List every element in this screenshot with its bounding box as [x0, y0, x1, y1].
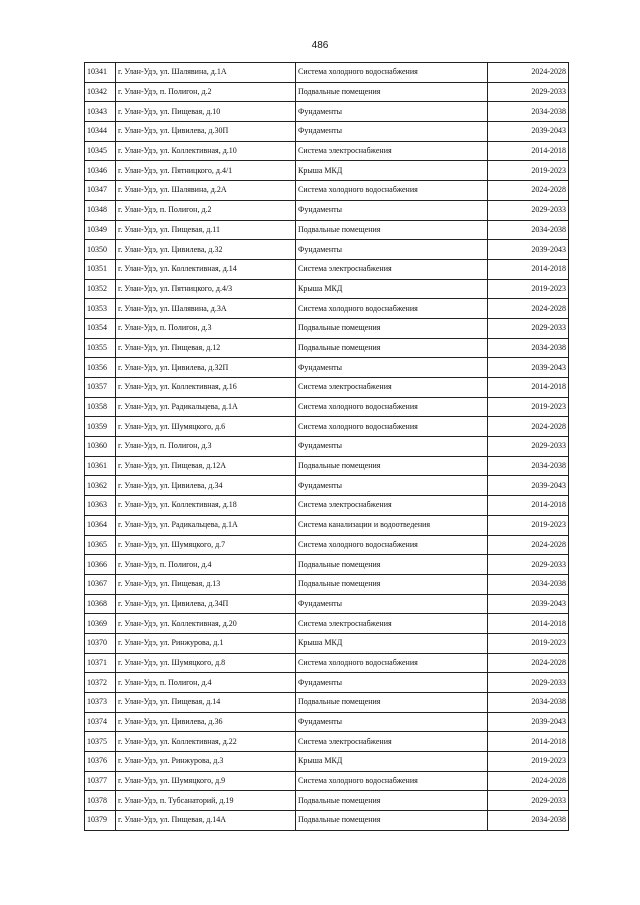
table-row	[85, 63, 569, 83]
work-type-cell: Подвальные помещения	[296, 338, 488, 358]
address-cell: г. Улан-Удэ, ул. Шалявина, д.2А	[116, 181, 296, 201]
address-cell: г. Улан-Удэ, ул. Коллективная, д.10	[116, 141, 296, 161]
address-cell: г. Улан-Удэ, ул. Пищевая, д.11	[116, 220, 296, 240]
work-type-cell: Система холодного водоснабжения	[296, 653, 488, 673]
row-number-cell: 10369	[85, 614, 116, 634]
address-cell: г. Улан-Удэ, ул. Шумяцкого, д.7	[116, 535, 296, 555]
table-row	[85, 693, 569, 713]
address-cell: г. Улан-Удэ, ул. Ринжурова, д.3	[116, 752, 296, 772]
address-cell: г. Улан-Удэ, ул. Пищевая, д.12А	[116, 456, 296, 476]
period-cell: 2019-2023	[488, 515, 569, 535]
table-row	[85, 771, 569, 791]
period-cell: 2019-2023	[488, 279, 569, 299]
row-number-cell: 10350	[85, 240, 116, 260]
table-row	[85, 732, 569, 752]
work-type-cell: Фундаменты	[296, 437, 488, 457]
page-number: 486	[311, 40, 329, 51]
row-number-cell: 10359	[85, 417, 116, 437]
work-type-cell: Система канализации и водоотведения	[296, 515, 488, 535]
row-number-cell: 10366	[85, 555, 116, 575]
work-type-cell: Система холодного водоснабжения	[296, 181, 488, 201]
row-number-cell: 10365	[85, 535, 116, 555]
address-cell: г. Улан-Удэ, ул. Коллективная, д.22	[116, 732, 296, 752]
work-type-cell: Крыша МКД	[296, 161, 488, 181]
period-cell: 2039-2043	[488, 240, 569, 260]
work-type-cell: Система электроснабжения	[296, 732, 488, 752]
address-cell: г. Улан-Удэ, ул. Цивилева, д.32П	[116, 358, 296, 378]
row-number-cell: 10348	[85, 200, 116, 220]
period-cell: 2024-2028	[488, 535, 569, 555]
work-type-cell: Система холодного водоснабжения	[296, 535, 488, 555]
row-number-cell: 10377	[85, 771, 116, 791]
period-cell: 2034-2038	[488, 811, 569, 831]
period-cell: 2014-2018	[488, 732, 569, 752]
work-type-cell: Система электроснабжения	[296, 496, 488, 516]
work-type-cell: Система электроснабжения	[296, 378, 488, 398]
work-type-cell: Фундаменты	[296, 200, 488, 220]
address-cell: г. Улан-Удэ, ул. Радикальцева, д.1А	[116, 515, 296, 535]
period-cell: 2019-2023	[488, 161, 569, 181]
row-number-cell: 10363	[85, 496, 116, 516]
row-number-cell: 10373	[85, 693, 116, 713]
work-type-cell: Подвальные помещения	[296, 456, 488, 476]
table-row	[85, 673, 569, 693]
work-type-cell: Фундаменты	[296, 476, 488, 496]
table-row	[85, 161, 569, 181]
table-row	[85, 653, 569, 673]
row-number-cell: 10347	[85, 181, 116, 201]
address-cell: г. Улан-Удэ, ул. Ринжурова, д.1	[116, 633, 296, 653]
address-cell: г. Улан-Удэ, п. Тубсанаторий, д.19	[116, 791, 296, 811]
work-type-cell: Подвальные помещения	[296, 82, 488, 102]
address-cell: г. Улан-Удэ, ул. Шумяцкого, д.6	[116, 417, 296, 437]
period-cell: 2029-2033	[488, 318, 569, 338]
table-row	[85, 712, 569, 732]
row-number-cell: 10342	[85, 82, 116, 102]
period-cell: 2039-2043	[488, 712, 569, 732]
row-number-cell: 10361	[85, 456, 116, 476]
row-number-cell: 10341	[85, 63, 116, 83]
period-cell: 2019-2023	[488, 752, 569, 772]
work-type-cell: Фундаменты	[296, 358, 488, 378]
work-type-cell: Подвальные помещения	[296, 318, 488, 338]
table-row	[85, 338, 569, 358]
period-cell: 2029-2033	[488, 791, 569, 811]
table-row	[85, 240, 569, 260]
period-cell: 2034-2038	[488, 338, 569, 358]
address-cell: г. Улан-Удэ, ул. Пищевая, д.13	[116, 574, 296, 594]
address-cell: г. Улан-Удэ, ул. Цивилева, д.32	[116, 240, 296, 260]
row-number-cell: 10376	[85, 752, 116, 772]
row-number-cell: 10362	[85, 476, 116, 496]
table-row	[85, 496, 569, 516]
work-type-cell: Подвальные помещения	[296, 555, 488, 575]
work-type-cell: Фундаменты	[296, 712, 488, 732]
row-number-cell: 10355	[85, 338, 116, 358]
work-type-cell: Подвальные помещения	[296, 693, 488, 713]
table-row	[85, 141, 569, 161]
work-type-cell: Система электроснабжения	[296, 141, 488, 161]
table-row	[85, 752, 569, 772]
period-cell: 2034-2038	[488, 574, 569, 594]
table-row	[85, 259, 569, 279]
row-number-cell: 10368	[85, 594, 116, 614]
row-number-cell: 10371	[85, 653, 116, 673]
period-cell: 2014-2018	[488, 141, 569, 161]
row-number-cell: 10354	[85, 318, 116, 338]
address-cell: г. Улан-Удэ, ул. Цивилева, д.34	[116, 476, 296, 496]
address-cell: г. Улан-Удэ, ул. Цивилева, д.36	[116, 712, 296, 732]
row-number-cell: 10344	[85, 122, 116, 142]
work-type-cell: Система холодного водоснабжения	[296, 771, 488, 791]
work-type-cell: Фундаменты	[296, 240, 488, 260]
period-cell: 2034-2038	[488, 220, 569, 240]
address-cell: г. Улан-Удэ, п. Полигон, д.2	[116, 200, 296, 220]
period-cell: 2039-2043	[488, 594, 569, 614]
table-row	[85, 299, 569, 319]
address-cell: г. Улан-Удэ, ул. Коллективная, д.18	[116, 496, 296, 516]
period-cell: 2039-2043	[488, 476, 569, 496]
registry-table-body	[85, 63, 569, 831]
row-number-cell: 10353	[85, 299, 116, 319]
row-number-cell: 10379	[85, 811, 116, 831]
address-cell: г. Улан-Удэ, ул. Пищевая, д.14А	[116, 811, 296, 831]
table-row	[85, 535, 569, 555]
period-cell: 2014-2018	[488, 496, 569, 516]
row-number-cell: 10357	[85, 378, 116, 398]
row-number-cell: 10360	[85, 437, 116, 457]
work-type-cell: Крыша МКД	[296, 752, 488, 772]
table-row	[85, 437, 569, 457]
table-row	[85, 574, 569, 594]
address-cell: г. Улан-Удэ, ул. Коллективная, д.20	[116, 614, 296, 634]
period-cell: 2034-2038	[488, 102, 569, 122]
row-number-cell: 10352	[85, 279, 116, 299]
work-type-cell: Система электроснабжения	[296, 259, 488, 279]
row-number-cell: 10345	[85, 141, 116, 161]
work-type-cell: Крыша МКД	[296, 279, 488, 299]
row-number-cell: 10372	[85, 673, 116, 693]
table-row	[85, 614, 569, 634]
period-cell: 2029-2033	[488, 82, 569, 102]
work-type-cell: Система холодного водоснабжения	[296, 63, 488, 83]
table-row	[85, 279, 569, 299]
row-number-cell: 10351	[85, 259, 116, 279]
work-type-cell: Система холодного водоснабжения	[296, 397, 488, 417]
table-row	[85, 102, 569, 122]
row-number-cell: 10367	[85, 574, 116, 594]
address-cell: г. Улан-Удэ, ул. Шумяцкого, д.9	[116, 771, 296, 791]
table-row	[85, 122, 569, 142]
work-type-cell: Подвальные помещения	[296, 811, 488, 831]
table-row	[85, 397, 569, 417]
address-cell: г. Улан-Удэ, ул. Пятницкого, д.4/3	[116, 279, 296, 299]
period-cell: 2019-2023	[488, 633, 569, 653]
address-cell: г. Улан-Удэ, ул. Пищевая, д.10	[116, 102, 296, 122]
address-cell: г. Улан-Удэ, ул. Радикальцева, д.1А	[116, 397, 296, 417]
table-row	[85, 811, 569, 831]
period-cell: 2029-2033	[488, 673, 569, 693]
work-type-cell: Подвальные помещения	[296, 791, 488, 811]
row-number-cell: 10358	[85, 397, 116, 417]
period-cell: 2029-2033	[488, 200, 569, 220]
table-row	[85, 82, 569, 102]
table-row	[85, 220, 569, 240]
period-cell: 2014-2018	[488, 378, 569, 398]
registry-table	[84, 62, 569, 831]
table-row	[85, 378, 569, 398]
table-row	[85, 515, 569, 535]
work-type-cell: Фундаменты	[296, 594, 488, 614]
work-type-cell: Фундаменты	[296, 673, 488, 693]
period-cell: 2014-2018	[488, 614, 569, 634]
table-row	[85, 200, 569, 220]
table-row	[85, 318, 569, 338]
address-cell: г. Улан-Удэ, п. Полигон, д.3	[116, 437, 296, 457]
period-cell: 2029-2033	[488, 437, 569, 457]
period-cell: 2034-2038	[488, 456, 569, 476]
address-cell: г. Улан-Удэ, ул. Пищевая, д.12	[116, 338, 296, 358]
address-cell: г. Улан-Удэ, ул. Коллективная, д.16	[116, 378, 296, 398]
row-number-cell: 10346	[85, 161, 116, 181]
period-cell: 2034-2038	[488, 693, 569, 713]
work-type-cell: Система электроснабжения	[296, 614, 488, 634]
period-cell: 2024-2028	[488, 417, 569, 437]
address-cell: г. Улан-Удэ, ул. Цивилева, д.34П	[116, 594, 296, 614]
work-type-cell: Крыша МКД	[296, 633, 488, 653]
period-cell: 2019-2023	[488, 397, 569, 417]
row-number-cell: 10375	[85, 732, 116, 752]
address-cell: г. Улан-Удэ, п. Полигон, д.3	[116, 318, 296, 338]
table-row	[85, 358, 569, 378]
address-cell: г. Улан-Удэ, п. Полигон, д.2	[116, 82, 296, 102]
address-cell: г. Улан-Удэ, п. Полигон, д.4	[116, 673, 296, 693]
row-number-cell: 10378	[85, 791, 116, 811]
work-type-cell: Подвальные помещения	[296, 220, 488, 240]
row-number-cell: 10343	[85, 102, 116, 122]
period-cell: 2024-2028	[488, 181, 569, 201]
table-row	[85, 181, 569, 201]
address-cell: г. Улан-Удэ, ул. Шалявина, д.1А	[116, 63, 296, 83]
period-cell: 2024-2028	[488, 63, 569, 83]
work-type-cell: Фундаменты	[296, 102, 488, 122]
address-cell: г. Улан-Удэ, ул. Пятницкого, д.4/1	[116, 161, 296, 181]
row-number-cell: 10370	[85, 633, 116, 653]
work-type-cell: Фундаменты	[296, 122, 488, 142]
table-row	[85, 417, 569, 437]
address-cell: г. Улан-Удэ, ул. Шумяцкого, д.8	[116, 653, 296, 673]
period-cell: 2014-2018	[488, 259, 569, 279]
period-cell: 2024-2028	[488, 771, 569, 791]
row-number-cell: 10364	[85, 515, 116, 535]
period-cell: 2029-2033	[488, 555, 569, 575]
work-type-cell: Система холодного водоснабжения	[296, 417, 488, 437]
table-row	[85, 633, 569, 653]
table-row	[85, 594, 569, 614]
work-type-cell: Подвальные помещения	[296, 574, 488, 594]
row-number-cell: 10374	[85, 712, 116, 732]
table-row	[85, 555, 569, 575]
period-cell: 2039-2043	[488, 122, 569, 142]
address-cell: г. Улан-Удэ, ул. Пищевая, д.14	[116, 693, 296, 713]
address-cell: г. Улан-Удэ, ул. Шалявина, д.3А	[116, 299, 296, 319]
address-cell: г. Улан-Удэ, ул. Коллективная, д.14	[116, 259, 296, 279]
table-row	[85, 791, 569, 811]
period-cell: 2024-2028	[488, 299, 569, 319]
period-cell: 2024-2028	[488, 653, 569, 673]
row-number-cell: 10356	[85, 358, 116, 378]
work-type-cell: Система холодного водоснабжения	[296, 299, 488, 319]
table-row	[85, 476, 569, 496]
address-cell: г. Улан-Удэ, ул. Цивилева, д.30П	[116, 122, 296, 142]
table-row	[85, 456, 569, 476]
row-number-cell: 10349	[85, 220, 116, 240]
address-cell: г. Улан-Удэ, п. Полигон, д.4	[116, 555, 296, 575]
period-cell: 2039-2043	[488, 358, 569, 378]
